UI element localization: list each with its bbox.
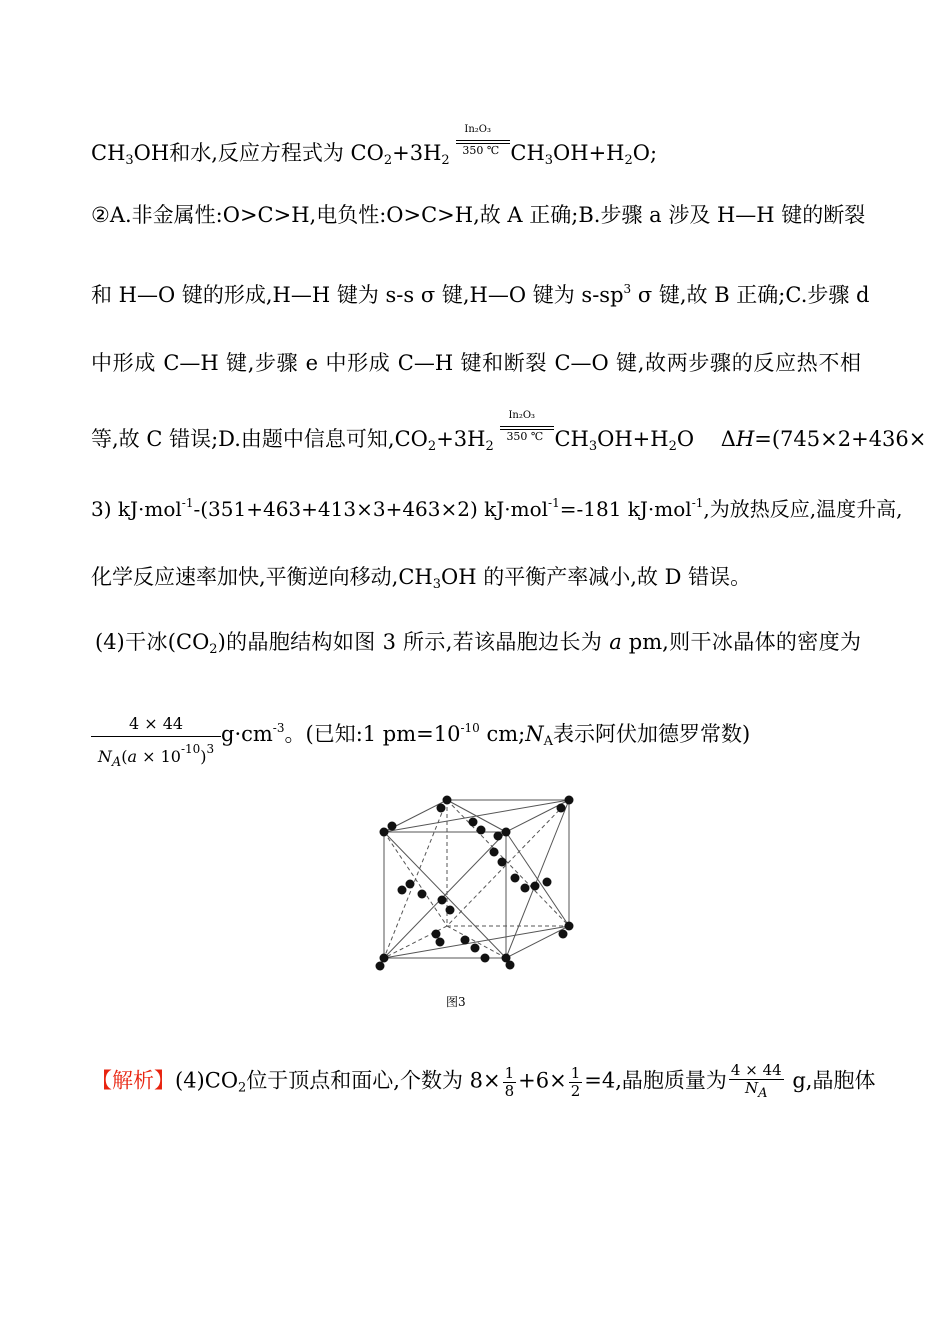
molecule-atom (461, 936, 470, 945)
crystal-cell-figure (360, 790, 590, 990)
text-line-5: 等,故 C 错误;D.由题中信息可知$,CO_2+3H_2$ $\frac{\text{In₂O₃}}{350 ℃}$ $CH_3OH+H_2O$ ΔH=(745×2+436× (91, 410, 927, 454)
molecule-atom (446, 906, 455, 915)
molecule-atom (490, 848, 499, 857)
molecule-atom (565, 796, 574, 805)
molecule-atom (406, 880, 415, 889)
molecule-atom (565, 922, 574, 931)
molecule-atom (398, 886, 407, 895)
molecule-atom (521, 884, 530, 893)
face-diagonal (384, 926, 569, 958)
molecule-atom (481, 954, 490, 963)
text-line-1: $CH_3OH$和水,反应方程式为 $CO_2+3H_2$ $\frac{\text{In₂O₃}}{350 ℃}$ $CH_3OH+H_2O$; (91, 124, 658, 168)
density-formula: 4 × 44 $N_A(a \times 10^{-10})^3$ (91, 712, 221, 775)
text-line-4: 中形成 C—H 键,步骤 e 中形成 C—H 键和断裂 C—O 键,故两步骤的反应热不相 (91, 351, 861, 375)
fraction-cell-mass: $\frac{4 \times 44}{NA}$ (730, 1061, 782, 1101)
text-line-2: ②A.非金属性:O>C>H,电负性:O>C>H,故 A 正确;B.步骤 a 涉及 H—H 键的断裂 (91, 203, 866, 227)
molecule-atom (506, 961, 515, 970)
molecule-atom (557, 804, 566, 813)
fraction-one-half: $\frac{1}{2}$ (570, 1063, 581, 1100)
reaction-condition-arrow: $\frac{\text{In₂O₃}}{350 ℃}$ (456, 138, 510, 168)
molecule-atom (438, 896, 447, 905)
explanation-line: 【解析】$(4)CO_2$位于顶点和面心,个数为 8× $\frac{1}{8}$ +6× $\frac{1}{2}$ =4,晶胞质量为 $\frac{4 \times 44}{NA}$ g,晶胞体 (91, 1061, 876, 1101)
text-line-7: 化学反应速率加快,平衡逆向移动$,CH_3OH$ 的平衡产率减小,故 D 错误。 (91, 565, 752, 592)
question-4: (4)干冰$(CO_2)$的晶胞结构如图 3 所示,若该晶胞边长为 a pm,则干冰晶体的密度为 (95, 630, 861, 657)
molecule-atom (511, 874, 520, 883)
text-line-6: 3) kJ·mol$^{-1}$-(351+463+413×3+463×2) kJ·mol$^{-1}$=-181 kJ·mol$^{-1}$,为放热反应,温度升高, (91, 496, 903, 521)
molecule-atom (443, 796, 452, 805)
molecule-atom (376, 962, 385, 971)
molecule-atom (498, 858, 507, 867)
molecule-atom (477, 826, 486, 835)
molecule-atom (543, 878, 552, 887)
molecule-atom (494, 832, 503, 841)
molecule-atom (380, 828, 389, 837)
molecule-atom (437, 804, 446, 813)
molecule-atom (388, 822, 397, 831)
molecule-atom (469, 818, 478, 827)
fraction-one-eighth: $\frac{1}{8}$ (504, 1063, 515, 1100)
molecule-atom (471, 944, 480, 953)
reaction-condition-arrow-2: $\frac{\text{In₂O₃}}{350 ℃}$ (500, 424, 554, 454)
face-diagonal (447, 800, 506, 832)
explanation-tag: 【解析】 (91, 1068, 175, 1093)
molecule-atom (559, 930, 568, 939)
molecule-atom (436, 938, 445, 947)
text-line-3: 和 H—O 键的形成,H—H 键为 s-s σ 键,H—O 键为 $s-sp^3$ σ 键,故 B 正确;C.步骤 d (91, 282, 870, 307)
molecule-atom (418, 890, 427, 899)
molecule-atom (502, 828, 511, 837)
figure-caption: 图3 (446, 995, 466, 1009)
molecule-atom (380, 954, 389, 963)
answer-units: $g\cdot cm^{-3}$。(已知:1 $pm=10^{-10}$ $cm;N_A$表示阿伏加德罗常数) (221, 721, 751, 749)
molecule-atom (531, 882, 540, 891)
molecule-atom (432, 930, 441, 939)
